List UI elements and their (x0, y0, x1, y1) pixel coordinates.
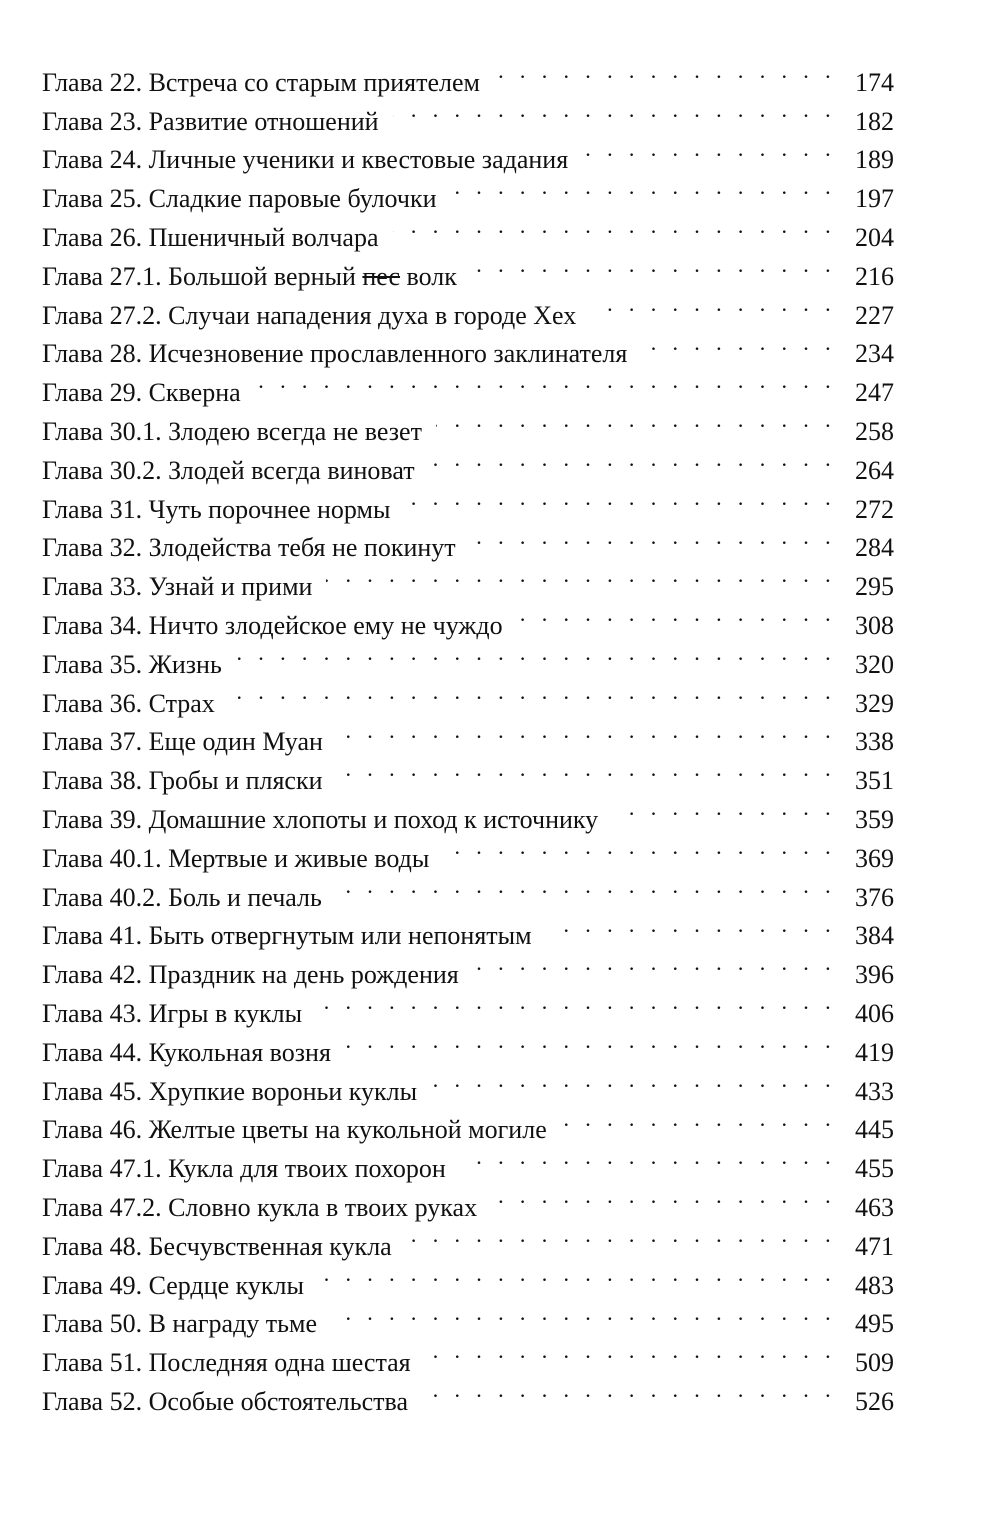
toc-entry-page: 455 (855, 1154, 894, 1184)
toc-leader-dots (336, 867, 836, 906)
toc-entry-title-part: волк (400, 261, 457, 291)
toc-entry-title: Глава 39. Домашние хлопоты и поход к источнику (42, 804, 599, 834)
toc-entry-page: 204 (855, 222, 894, 252)
toc-entry-page: 329 (855, 688, 894, 718)
toc-entry-title: Глава 36. Страх (42, 688, 215, 718)
toc-entry-page: 258 (855, 416, 894, 446)
toc-leader-dots (326, 556, 836, 595)
table-of-contents (42, 52, 894, 1416)
toc-entry-title: Глава 43. Игры в куклы (42, 998, 303, 1028)
toc-entry-page: 406 (855, 998, 894, 1028)
toc-leader-dots (345, 1022, 836, 1061)
toc-entry-title: Глава 46. Желтые цветы на кукольной могиле (42, 1115, 547, 1145)
toc-entry-page: 369 (855, 843, 894, 873)
toc-leader-dots (473, 944, 836, 983)
toc-entry-title: Глава 41. Быть отвергнутым или непонятым (42, 921, 532, 951)
toc-entry-page: 197 (855, 184, 894, 214)
toc-entry-page: 376 (855, 882, 894, 912)
toc-leader-dots (337, 712, 836, 751)
toc-entry-title: Глава 24. Личные ученики и квестовые задания (42, 145, 569, 175)
toc-leader-dots (612, 789, 836, 828)
toc-entry-page: 227 (855, 300, 894, 330)
toc-entry-title: Глава 31. Чуть порочнее нормы (42, 494, 391, 524)
toc-entry-title: Глава 40.2. Боль и печаль (42, 882, 322, 912)
toc-leader-dots (470, 518, 836, 557)
toc-leader-dots (429, 440, 836, 479)
toc-entry-title: Глава 35. Жизнь (42, 649, 222, 679)
toc-entry-page: 359 (855, 804, 894, 834)
toc-leader-dots (517, 595, 836, 634)
toc-entry-page: 272 (855, 494, 894, 524)
toc-entry-title: Глава 44. Кукольная возня (42, 1037, 331, 1067)
toc-leader-dots (393, 207, 837, 246)
toc-leader-dots (546, 906, 836, 945)
toc-leader-dots (582, 130, 836, 169)
toc-entry-title: Глава 33. Узнай и прими (42, 572, 313, 602)
toc-entry-page: 396 (855, 960, 894, 990)
toc-entry-page: 471 (855, 1231, 894, 1261)
toc-entry-title: Глава 28. Исчезновение прославленного заклинателя (42, 339, 628, 369)
toc-entry-title: Глава 29. Скверна (42, 378, 241, 408)
toc-entry-page: 284 (855, 533, 894, 563)
toc-leader-dots (494, 52, 836, 91)
toc-leader-dots (318, 1255, 836, 1294)
toc-entry-page: 495 (855, 1309, 894, 1339)
toc-leader-dots (422, 1371, 836, 1410)
toc-entry-page: 483 (855, 1270, 894, 1300)
toc-entry-page: 320 (855, 649, 894, 679)
toc-entry-page: 445 (855, 1115, 894, 1145)
toc-entry-page: 433 (855, 1076, 894, 1106)
toc-entry-title: Глава 34. Ничто злодейское ему не чуждо (42, 610, 503, 640)
toc-entry-title: Глава 47.2. Словно кукла в твоих руках (42, 1192, 478, 1222)
toc-entry-page: 182 (855, 106, 894, 136)
toc-leader-dots (229, 673, 836, 712)
toc-entry-title: Глава 26. Пшеничный волчара (42, 222, 379, 252)
toc-entry-page: 351 (855, 766, 894, 796)
toc-entry-title: Глава 42. Праздник на день рождения (42, 960, 459, 990)
toc-entry-page: 189 (855, 145, 894, 175)
toc-entry-page: 338 (855, 727, 894, 757)
toc-entry-title (42, 258, 471, 297)
toc-entry-title: Глава 37. Еще один Муан (42, 727, 323, 757)
toc-entry-title: Глава 48. Бесчувственная кукла (42, 1231, 392, 1261)
toc-entry-page: 419 (855, 1037, 894, 1067)
toc-leader-dots (316, 983, 836, 1022)
toc-entry-title-strikethrough: пес (362, 261, 401, 291)
toc-entry-title: Глава 30.2. Злодей всегда виноват (42, 455, 415, 485)
toc-leader-dots (393, 91, 836, 130)
toc-entry-page: 308 (855, 610, 894, 640)
toc-leader-dots (491, 1177, 836, 1216)
toc-leader-dots (590, 285, 836, 324)
toc-entry-page: 463 (855, 1192, 894, 1222)
toc-entry-title: Глава 47.1. Кукла для твоих похорон (42, 1154, 446, 1184)
toc-leader-dots (436, 401, 836, 440)
toc-entry (42, 52, 894, 97)
toc-entry-page: 384 (855, 921, 894, 951)
toc-leader-dots (443, 828, 836, 867)
toc-leader-dots (337, 750, 836, 789)
toc-leader-dots (331, 1294, 836, 1333)
toc-entry-page: 509 (855, 1348, 894, 1378)
toc-leader-dots (406, 1216, 836, 1255)
toc-leader-dots (425, 1332, 836, 1371)
toc-entry-title: Глава 32. Злодейства тебя не покинут (42, 533, 456, 563)
toc-entry-page: 295 (855, 572, 894, 602)
toc-entry-page: 174 (855, 67, 894, 97)
toc-entry-title: Глава 50. В награду тьме (42, 1309, 318, 1339)
toc-leader-dots (561, 1100, 836, 1139)
toc-entry-title: Глава 30.1. Злодею всегда не везет (42, 416, 422, 446)
toc-entry-title: Глава 52. Особые обстоятельства (42, 1386, 408, 1416)
toc-entry-title: Глава 40.1. Мертвые и живые воды (42, 843, 430, 873)
toc-leader-dots (255, 362, 836, 401)
toc-entry-title: Глава 51. Последняя одна шестая (42, 1348, 411, 1378)
toc-entry-page: 526 (855, 1386, 894, 1416)
toc-leader-dots (471, 246, 836, 285)
toc-entry-page: 247 (855, 378, 894, 408)
toc-entry-title: Глава 27.2. Случаи нападения духа в городе Хех (42, 300, 577, 330)
toc-leader-dots (460, 1138, 836, 1177)
toc-entry-page: 216 (855, 261, 894, 291)
toc-entry-title: Глава 23. Развитие отношений (42, 106, 379, 136)
toc-leader-dots (404, 479, 836, 518)
toc-entry-page: 264 (855, 455, 894, 485)
toc-entry-page: 234 (855, 339, 894, 369)
toc-leader-dots (641, 324, 836, 363)
toc-leader-dots (236, 634, 836, 673)
toc-entry-title: Глава 49. Сердце куклы (42, 1270, 304, 1300)
toc-entry-title: Глава 25. Сладкие паровые булочки (42, 184, 437, 214)
toc-entry-title: Глава 38. Гробы и пляски (42, 766, 323, 796)
toc-leader-dots (431, 1061, 836, 1100)
toc-entry-title: Глава 45. Хрупкие вороньи куклы (42, 1076, 418, 1106)
toc-entry-title: Глава 22. Встреча со старым приятелем (42, 67, 481, 97)
toc-leader-dots (451, 168, 837, 207)
toc-entry-title-part: Глава 27.1. Большой верный (42, 261, 363, 291)
